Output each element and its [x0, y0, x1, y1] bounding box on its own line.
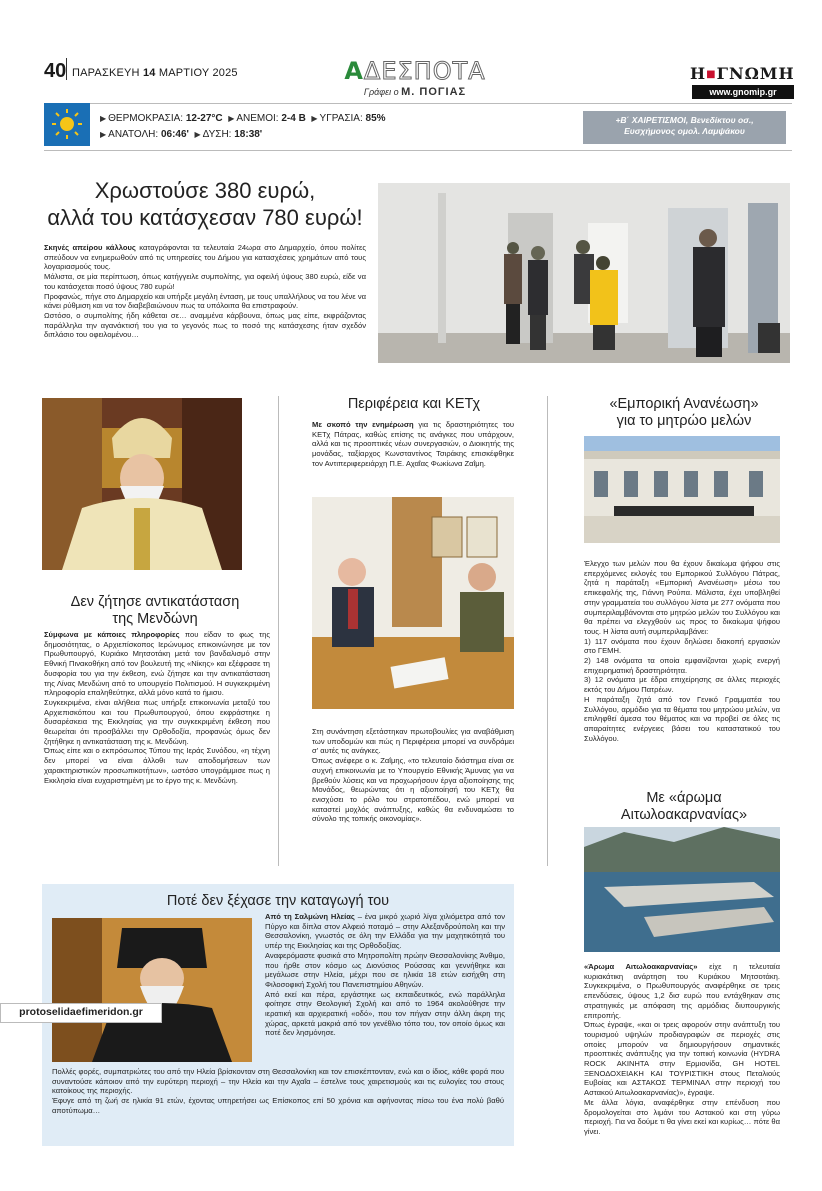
header-rule [44, 103, 792, 104]
article6-body: Πολλές φορές, συμπατριώτες του από την Ηλεία βρίσκονταν στη Θεσσαλονίκη και τον επισκέπτονταν, ενώ και ο ίδιος, κάθε φορά που συναντούσε κάποιον από την ευρύτερη περιοχή – την Ηλεία και την Αχαΐα – έστελνε τους χαιρετισμούς και τις ευλογίες του στους κατοίκους της περιοχής. Έφυγε από τη ζωή σε ηλικία 91 ετών, έχοντας υπηρετήσει ως Επίσκοπος επί 50 χρόνια και αφήνοντας πίσω του ένα πολύ βαθύ αποτύπωμα… [52, 1067, 504, 1115]
column-masthead [340, 58, 490, 98]
article6-photo-metropolitan [52, 918, 252, 1062]
article3-photo-meeting [312, 497, 514, 709]
article5-body: «Άρωμα Αιτωλοακαρνανίας» είχε η τελευταία κυριακάτικη ανάρτηση του Κυριάκου Μητσοτάκη. Συγκεκριμένα, ο Πρωθυπουργός αναφέρθηκε σε τρεις επενδύσεις, ύψους 1,2 δισ ευρώ που εντάχθηκαν στις στρατηγικές με απόφαση της αρμόδιας διυπουργικής επιτροπής. Όπως έγραψε, «και οι τρεις αφορούν στην ανάπτυξη του τουρισμού υψηλών προδιαγραφών σε περιοχές στις οποίες μπορούν να δημιουργήσουν σημαντικές προοπτικές ανάπτυξης για την τοπική κοινωνία (HYDRA ROCK ΑΚΙΝΗΤΑ στην Ερμιονίδα, GH HOTEL ΞΕΝΟΔΟΧΕΙΑΚΗ ΚΑΙ ΤΟΥΡΙΣΤΙΚΗ στους Πεταλιούς Ευβοίας και ΑΣΤΑΚΟΣ ΤΕΡΜΙΝΑΛ στην περιοχή του Αστακού Αιτωλοακαρνανίας)», έγραψε. Με άλλα λόγια, αναφέρθηκε στην επένδυση που δρομολογείται στο λιμάνι του Αστακού και στη γύρω περιοχή. Για να δούμε τι θα γίνει εκεί και κυρίως… πότε θα γίνει. [584, 962, 781, 1136]
column-title: ΑΔΕΣΠΟΤΑ [344, 57, 486, 85]
article1-body: Σκηνές απείρου κάλλους καταγράφονται τα τελευταία 24ωρα στο Δημαρχείο, όπου πολίτες σπεύδουν να ενημερωθούν από τις υπηρεσίες του Δήμου για κατασχέσεις χρημάτων από τους λογαριασμούς τους. Μάλιστα, σε μία περίπτωση, όπως κατήγγειλε συμπολίτης, για οφειλή ύψους 380 ευρώ, είδε να του κατάσχεται ποσό ύψους 780 ευρώ! Προφανώς, πήγε στο Δημαρχείο και υπήρξε μεγάλη ένταση, με τους υπαλλήλους να του λένε να κάνει ρύθμιση και να τον διαβεβαιώνουν πως τα υπόλοιπα θα επιστραφούν. Ωστόσο, ο συμπολίτης ήδη κάθεται σε… αναμμένα κάρβουνα, όπως μας είπε, εκφράζοντας παράλληλα την αγανάκτισή του για το γεγονός πως το ποσό της κατάσχεσης ήταν σχεδόν διπλάσιο του οφειλομένου… [44, 243, 366, 340]
newspaper-url: www.gnomip.gr [692, 85, 794, 99]
weather-row-2: ▶ ΑΝΑΤΟΛΗ: 06:46' ▶ ΔΥΣΗ: 18:38' [100, 129, 263, 140]
article6-intro: Από τη Σαλμώνη Ηλείας – ένα μικρό χωριό λίγα χιλιόμετρα από τον Πύργο και δίπλα στον Αλφειό ποταμό – στην Αλεξανδρούπολη και την Θεσσαλονίκη, γνωστός σε όλη την Ελλάδα για την μαχητικότητά του υπέρ της Εκκλησίας και της Ορθοδοξίας. Αναφερόμαστε φυσικά στο Μητροπολίτη πρώην Θεσσαλονίκης Άνθιμο, που ήρθε στον κόσμο ως Διονύσιος Ρούσσας και γεννήθηκε και μεγάλωσε στην Ηλεία, μέχρι που σε ηλικία 18 ετών εισήχθη στη Φιλοσοφική Σχολή του Πανεπιστημίου Αθηνών. Από εκεί και πέρα, εργάστηκε ως εκπαιδευτικός, ενώ παράλληλα φοίτησε στην Θεολογική Σχολή και από το 1964 ακολούθησε την ιερατική και αρχιερατική «οδό», που τον πήγαν στην άλλη άκρη της χώρας, αρκετά μακριά από τον γενέθλιο τόπο του, τον οποίο όμως και ποτέ δεν λησμόνησε. [265, 912, 506, 1038]
column-divider-2 [547, 396, 548, 866]
article4-headline: «Εμπορική Ανανέωση» για το μητρώο μελών [609, 396, 759, 429]
article3-headline: Περιφέρεια και ΚΕΤχ [347, 396, 481, 412]
sun-icon [44, 103, 90, 146]
article5-headline: Με «άρωμα Αιτωλοακαρνανίας» [620, 790, 748, 823]
article1-headline: Χρωστούσε 380 ευρώ, αλλά του κατάσχεσαν 780 ευρώ! [47, 178, 363, 230]
article5-photo-port [584, 827, 780, 952]
article3-intro: Με σκοπό την ενημέρωση για τις δραστηριότητες του ΚΕΤχ Πάτρας, καθώς επίσης τις ανάγκες που υπάρχουν, αλλά και τις προοπτικές νέων συνεργασιών, ο Διοικητής της μονάδας, ταξίαρχος Κωνσταντίνος Τσιράκης επισκέφθηκε τον Αντιπεριφερειάρχη Π.Ε. Αχαΐας Φωκίωνα Ζαΐμη. [312, 420, 514, 468]
column-byline: Γράφει ο Μ. ΠΟΓΙΑΣ [363, 86, 467, 98]
article2-headline: Δεν ζήτησε αντικατάσταση της Μενδώνη [70, 594, 240, 627]
newspaper-logo: Η■ΓΝΩΜΗ [690, 64, 795, 83]
article2-photo-archbishop [42, 398, 242, 570]
article4-body: Έλεγχο των μελών που θα έχουν δικαίωμα ψήφου στις επερχόμενες εκλογές του Εμπορικού Συλλόγου Πάτρας, ζητά η παράταξη «Εμπορική Ανανέωση» μέσω του επικεφαλής της, Γιάννη Ρούπα. Μάλιστα, έχει υποβληθεί στην γραμματεία του συλλόγου λίστα με 277 ονόματα που συμπεριλαμβάνονται στο μητρώο μελών του Συλλόγου και θα πρέπει να ελεγχθούν ως προς το δικαίωμα ψήφου τους. Η λίστα αυτή συμπεριλαμβάνει: 1) 117 ονόματα που έχουν δηλώσει διακοπή εργασιών στο ΓΕΜΗ. 2) 148 ονόματα τα οποία εμφανίζονται χωρίς ενεργή επιχειρηματική δραστηριότητα. 3) 12 ονόματα με έδρα επιχείρησης σε άλλες περιοχές εκτός του Δήμου Πατρέων. Η παράταξη ζητά από τον Γενικό Γραμματέα του Συλλόγου, αρμόδιο για τα θέματα του μητρώου μελών, να επιληφθεί άμεσα του θέματος και να προβεί σε όλες τις απαραίτητες ενέργειες βάσει του καταστατικού του Συλλόγου. [584, 559, 780, 743]
column-divider-1 [278, 396, 279, 866]
site-watermark[interactable]: protoselidaefimeridon.gr [0, 1003, 162, 1023]
issue-date: ΠΑΡΑΣΚΕΥΗ 14 ΜΑΡΤΙΟΥ 2025 [72, 67, 238, 79]
article3-body: Στη συνάντηση εξετάστηκαν πρωτοβουλίες για αναβάθμιση των υποδομών και πώς η Περιφέρεια μπορεί να συνδράμει σ' αυτές τις ανάγκες. Όπως ανέφερε ο κ. Ζαΐμης, «το τελευταίο διάστημα είναι σε συχνή επικοινωνία με το Υπουργείο Εθνικής Άμυνας για να βρεθούν λύσεις και να προχωρήσουν έργα αξιοποίησης της Μονάδος, θεωρώντας ότι η αξιοποίησή του ΚΕΤχ θα ενισχύσει το ρόλο του στρατοπέδου, ενώ μπορεί να καταστεί μοχλός ανάπτυξης, καθώς θα ενδυναμώσει το σύνολο της τοπικής οικονομίας». [312, 727, 514, 824]
article4-photo-building [584, 436, 780, 543]
article1-photo-city-hall [378, 183, 790, 363]
header-divider [66, 58, 67, 80]
article6-headline: Ποτέ δεν ξέχασε την καταγωγή του [166, 893, 390, 909]
page-number: 40 [44, 60, 67, 82]
weather-row-1: ▶ ΘΕΡΜΟΚΡΑΣΙΑ: 12-27°C ▶ ΑΝΕΜΟΙ: 2-4 Β ▶ ΥΓΡΑΣΙΑ: 85% [100, 113, 386, 124]
weather-sun-box [44, 103, 90, 146]
namedays-box: +Β΄ ΧΑΙΡΕΤΙΣΜΟΙ, Βενεδίκτου οσ., Ευσχήμονος ομολ. Λαμψάκου [583, 111, 786, 144]
weather-rule [44, 150, 792, 151]
article2-body: Σύμφωνα με κάποιες πληροφορίες που είδαν το φως της δημοσιότητας, ο Αρχιεπίσκοπος Ιερώνυμος επικοινώνησε με τον Πρωθυπουργό, Κυριάκο Μητσοτάκη μετά τον βανδαλισμό στην Εθνική Πινακοθήκη από τον βουλευτή της «Νίκης» και εξέφρασε τη δυσφορία του για την έκθεση, ενώ ζήτησε και την αντικατάσταση της Λίνας Μενδώνη από το υπουργείο Πολιτισμού. Η συγκεκριμένη πληροφορία επαληθεύτηκε, αλλά μόνο κατά το ήμισυ. Συγκεκριμένα, είναι αλήθεια πως υπήρξε επικοινωνία μεταξύ του Αρχιεπισκόπου και του Πρωθυπουργού, όπου εκφράστηκε η δυσαρέσκεια της Εκκλησίας για την συγκεκριμένη έκθεση που θεωρείται ότι προσβάλλει την Ορθοδοξία, προφανώς όμως δεν ζητήθηκε η αντικατάσταση της κ. Μενδώνη. Όπως είπε και ο εκπρόσωπος Τύπου της Ιεράς Συνόδου, «η τέχνη δεν μπορεί να είναι άλλοθι των αποδομήσεων των χαρακτηριστικών προσωπικοτήτων», ωστόσο υπογράμμισε πως η Εκκλησία είναι ευχαριστημένη με το έργο της κ. Μενδώνη. [44, 630, 270, 785]
